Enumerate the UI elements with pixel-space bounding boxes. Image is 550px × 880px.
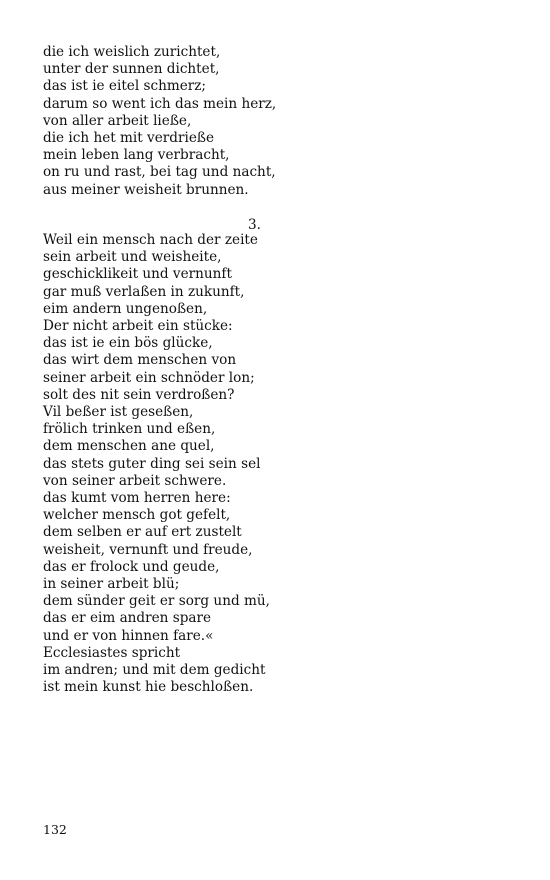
poem-line: das er frolock und geude, xyxy=(43,558,220,575)
poem-line: Ecclesiastes spricht xyxy=(43,644,181,661)
poem-line: von aller arbeit ließe, xyxy=(43,112,192,129)
section-number: 3. xyxy=(248,217,261,233)
poem-stanza-continued xyxy=(43,44,277,199)
poem-line: unter der sunnen dichtet, xyxy=(43,61,220,78)
poem-line: solt des nit sein verdroßen? xyxy=(43,386,235,403)
poem-line: ist mein kunst hie beschloßen. xyxy=(43,679,254,696)
poem-line: in seiner arbeit blü; xyxy=(43,576,180,593)
poem-line: das kumt vom herren here: xyxy=(43,490,231,507)
poem-line: Weil ein mensch nach der zeite xyxy=(43,232,258,248)
poem-line: weisheit, vernunft und freude, xyxy=(43,541,253,558)
poem-stanza-3 xyxy=(43,232,268,696)
poem-line: von seiner arbeit schwere. xyxy=(43,472,227,489)
poem-line: sein arbeit und weisheite, xyxy=(43,249,222,266)
poem-line: dem menschen ane quel, xyxy=(43,438,215,455)
poem-line: das wirt dem menschen von xyxy=(43,352,237,369)
poem-line: das er eim andren spare xyxy=(43,610,212,627)
poem-line: Der nicht arbeit ein stücke: xyxy=(43,318,233,335)
poem-line: die ich weislich zurichtet, xyxy=(43,44,221,60)
poem-line: welcher mensch got gefelt, xyxy=(43,507,231,524)
poem-line: aus meiner weisheit brunnen. xyxy=(43,181,249,198)
poem-line: Vil beßer ist geseßen, xyxy=(43,404,194,421)
poem-line: seiner arbeit ein schnöder lon; xyxy=(43,369,255,386)
poem-line: frölich trinken und eßen, xyxy=(43,421,216,438)
poem-line: das ist ie eitel schmerz; xyxy=(43,78,207,95)
poem-line: mein leben lang verbracht, xyxy=(43,147,230,164)
poem-line: dem selben er auf ert zustelt xyxy=(43,524,242,541)
poem-line: das stets guter ding sei sein sel xyxy=(43,455,261,472)
poem-line: eim andern ungenoßen, xyxy=(43,300,208,317)
poem-line: geschicklikeit und vernunft xyxy=(43,266,232,283)
poem-line: gar muß verlaßen in zukunft, xyxy=(43,283,245,300)
poem-line: darum so went ich das mein herz, xyxy=(43,95,277,112)
poem-line: die ich het mit verdrieße xyxy=(43,130,214,147)
poem-line: im andren; und mit dem gedicht xyxy=(43,662,266,679)
poem-line: und er von hinnen fare.« xyxy=(43,627,214,644)
poem-line: das ist ie ein bös glücke, xyxy=(43,335,213,352)
poem-line: on ru und rast, bei tag und nacht, xyxy=(43,164,276,181)
page-number: 132 xyxy=(43,822,67,837)
poem-line: dem sünder geit er sorg und mü, xyxy=(43,593,270,610)
